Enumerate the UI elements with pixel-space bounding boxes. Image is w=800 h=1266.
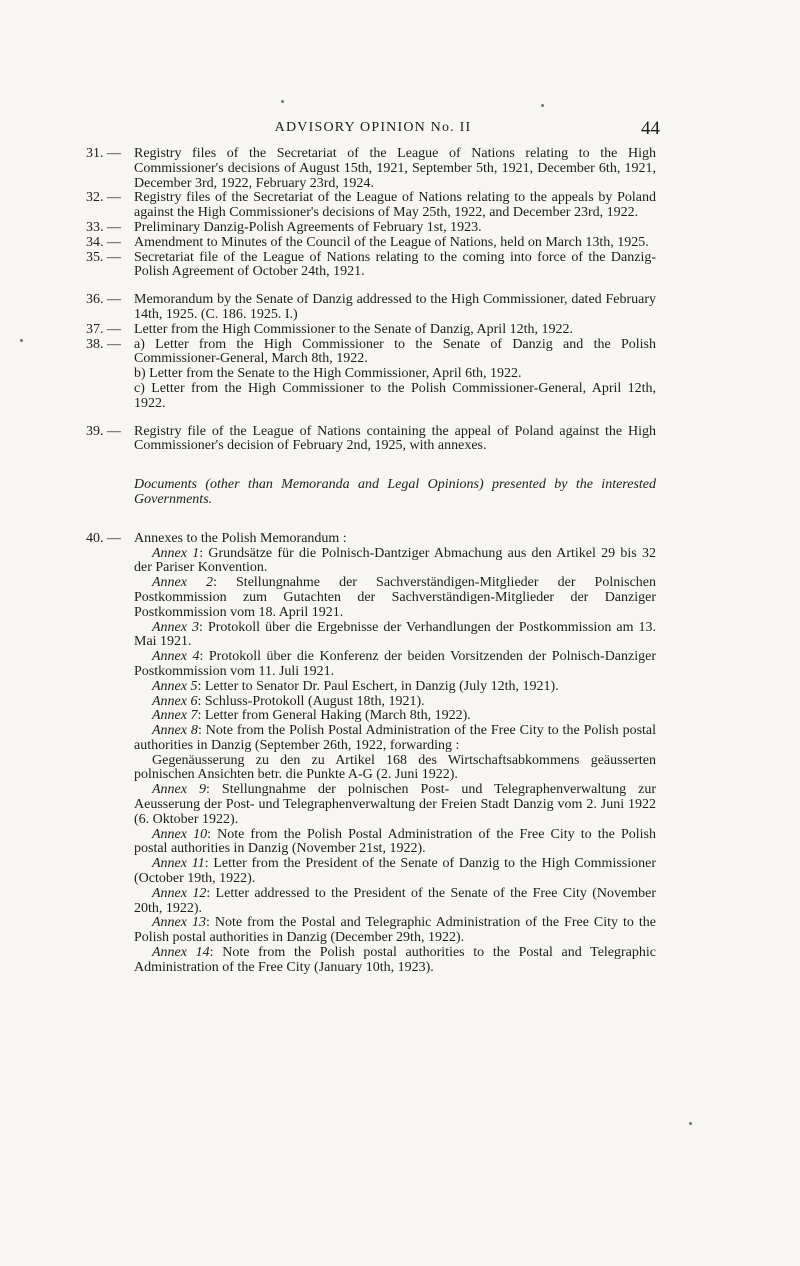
annex-text: : Stellungnahme der Sachverständigen-Mitglieder der Polnischen Postkommission zum Gutachten der Sachverständigen-Mitglieder der Danziger Postkommission vom 18. April 1921. xyxy=(134,575,657,620)
entry-number: 34. — xyxy=(86,234,121,250)
entry-text: Preliminary Danzig-Polish Agreements of February 1st, 1923. xyxy=(134,219,482,235)
sub-item-b: b) Letter from the Senate to the High Commissioner, April 6th, 1922. xyxy=(134,366,522,382)
annex-label: Annex 13 xyxy=(152,915,206,931)
entry-number: 36. — xyxy=(86,292,121,308)
annex-label: Annex 7 xyxy=(152,708,198,724)
page-header xyxy=(86,118,660,142)
entry-number: 33. — xyxy=(86,219,121,235)
scan-speck xyxy=(541,104,544,107)
scan-speck xyxy=(689,1122,692,1125)
annex-item xyxy=(134,887,656,917)
entry-number: 38. — xyxy=(86,336,121,352)
annex-label: Annex 10 xyxy=(152,826,208,842)
scan-speck xyxy=(20,339,23,342)
annex-item xyxy=(134,695,656,710)
entry-text: Registry files of the Secretariat of the League of Nations relating to the High Commissioner's decisions of August 15th, 1921, September 5th, 1921, December 6th, 1921, December 3rd, 1922, February 23rd, 1924. xyxy=(134,146,656,191)
entry-number: 40. — xyxy=(86,530,121,546)
entry-number: 39. — xyxy=(86,423,121,439)
annex-text: : Letter from the President of the Senate of Danzig to the High Commissioner (October 19th, 1922). xyxy=(134,856,656,887)
annex-item xyxy=(134,783,656,827)
annex-label: Annex 5 xyxy=(152,678,198,694)
annex-label: Annex 1 xyxy=(152,545,200,561)
entry-number: 32. — xyxy=(86,190,121,206)
annex-item xyxy=(134,621,656,651)
annex-item xyxy=(134,857,656,887)
entry-text: Memorandum by the Senate of Danzig addressed to the High Commissioner, dated February 14th, 1925. (C. 186. 1925. I.) xyxy=(134,292,656,322)
sub-item-a: a) Letter from the High Commissioner to the Senate of Danzig and the Polish Commissioner-General, March 8th, 1922. xyxy=(134,336,656,367)
annex-label: Annex 11 xyxy=(152,856,205,872)
annex-text: : Note from the Polish Postal Administration of the Free City to the Polish postal authorities in Danzig (September 26th, 1922, forwarding : xyxy=(134,723,657,753)
annex-item xyxy=(134,547,656,577)
list-item xyxy=(86,323,656,338)
annex-text: : Protokoll über die Konferenz der beiden Vorsitzenden der Polnisch-Danziger Postkommission vom 11. Juli 1921. xyxy=(134,649,656,679)
annex-text: : Stellungnahme der polnischen Post- und Telegraphenverwaltung zur Aeusserung der Post- und Telegraphenverwaltung der Freien Stadt Danzig vom 2. Juni 1922 (6. Oktober 1922). xyxy=(134,782,656,827)
annex-item xyxy=(134,946,656,976)
annex-list xyxy=(134,547,656,976)
scan-speck xyxy=(281,100,284,103)
annex-label: Annex 8 xyxy=(152,723,198,739)
entry-text: Annexes to the Polish Memorandum : xyxy=(134,530,347,546)
annex-label: Annex 14 xyxy=(152,945,210,961)
section-heading: Documents (other than Memoranda and Legal Opinions) presented by the interested Governments. xyxy=(134,477,656,507)
list-item xyxy=(86,532,656,547)
list-item xyxy=(86,338,656,412)
list-item xyxy=(86,425,656,455)
annex-item xyxy=(134,724,656,754)
annex-label: Annex 4 xyxy=(152,649,200,665)
entry-text: Amendment to Minutes of the Council of the League of Nations, held on March 13th, 1925. xyxy=(134,234,649,250)
annex-8-continuation: Gegenäusserung zu den zu Artikel 168 des Wirtschaftsabkommens geäusserten polnischen Ansichten betr. die Punkte A-G (2. Juni 1922). xyxy=(134,752,656,783)
list-item xyxy=(86,147,656,191)
list-item xyxy=(86,221,656,236)
annex-text: : Note from the Postal and Telegraphic Administration of the Free City to the Polish postal authorities in Danzig (December 29th, 1922). xyxy=(134,915,656,946)
annex-text: : Schluss-Protokoll (August 18th, 1921). xyxy=(197,693,425,709)
annex-text: : Letter addressed to the President of the Senate of the Free City (November 20th, 1922). xyxy=(134,885,656,916)
annex-item xyxy=(134,709,656,724)
annex-text: : Letter from General Haking (March 8th, 1922). xyxy=(197,708,471,724)
annex-label: Annex 6 xyxy=(152,693,198,709)
annex-item xyxy=(134,576,656,620)
annex-text: : Note from the Polish Postal Administration of the Free City to the Polish postal authorities in Danzig (November 21st, 1922). xyxy=(134,826,656,857)
document-body xyxy=(86,147,656,976)
annex-item xyxy=(134,680,656,695)
entry-text: Letter from the High Commissioner to the Senate of Danzig, April 12th, 1922. xyxy=(134,321,573,337)
annex-text: : Letter to Senator Dr. Paul Eschert, in Danzig (July 12th, 1921). xyxy=(197,678,559,694)
list-item xyxy=(86,236,656,251)
annex-label: Annex 12 xyxy=(152,885,207,901)
annex-label: Annex 2 xyxy=(152,575,214,591)
annex-label: Annex 9 xyxy=(152,782,207,798)
entry-number: 35. — xyxy=(86,249,121,265)
page-number: 44 xyxy=(641,118,660,139)
annex-item xyxy=(134,828,656,858)
entry-text: Registry file of the League of Nations containing the appeal of Poland against the High Commissioner's decision of February 2nd, 1925, with annexes. xyxy=(134,423,656,454)
list-item xyxy=(86,191,656,221)
entry-number: 37. — xyxy=(86,321,121,337)
annex-text: : Protokoll über die Ergebnisse der Verhandlungen der Postkommission am 13. Mai 1921. xyxy=(134,619,656,650)
annex-text: : Grundsätze für die Polnisch-Dantziger Abmachung aus den Artikel 29 bis 32 der Pariser Konvention. xyxy=(134,545,657,576)
list-item xyxy=(86,293,656,323)
annex-text: : Note from the Polish postal authorities to the Postal and Telegraphic Administration of the Free City (January 10th, 1923). xyxy=(134,945,657,975)
running-head: ADVISORY OPINION No. II xyxy=(274,120,472,135)
annex-label: Annex 3 xyxy=(152,619,200,635)
annex-item xyxy=(134,650,656,680)
entry-list-b xyxy=(86,293,656,411)
entry-text xyxy=(134,338,656,412)
sub-item-c: c) Letter from the High Commissioner to the Polish Commissioner-General, April 12th, 1922. xyxy=(134,380,656,411)
entry-text: Secretariat file of the League of Nations relating to the coming into force of the Danzig-Polish Agreement of October 24th, 1921. xyxy=(134,249,656,280)
annex-item xyxy=(134,916,656,946)
entry-text: Registry files of the Secretariat of the League of Nations relating to the appeals by Poland against the High Commissioner's decisions of May 25th, 1922, and December 23rd, 1922. xyxy=(134,190,656,221)
entry-list-a xyxy=(86,147,656,280)
entry-number: 31. — xyxy=(86,146,121,161)
list-item xyxy=(86,251,656,281)
